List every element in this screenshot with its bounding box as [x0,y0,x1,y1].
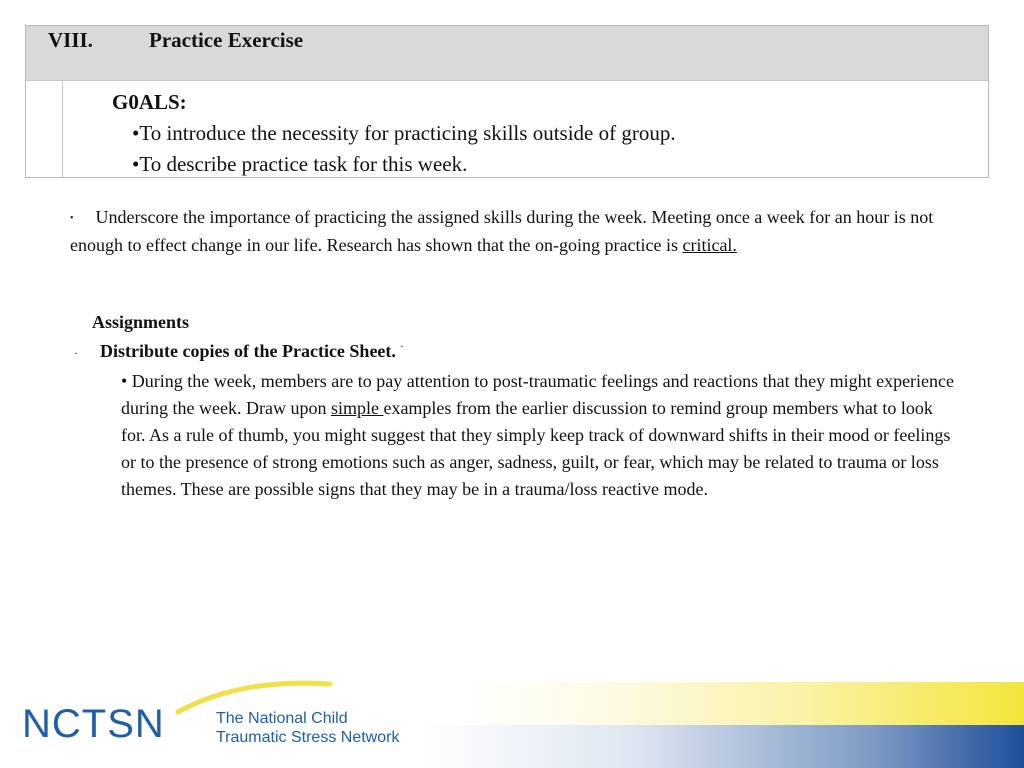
intro-text: Underscore the importance of practicing the assigned skills during the week. Meeting once a week for an hour is not enough to effect change in our life. Research has shown that the on-going practice is [70,207,934,256]
org-name-line1: The National Child [216,710,348,727]
blue-gradient-band [420,725,1024,768]
nctsn-logo: NCTSN [22,702,165,746]
intro-paragraph [70,204,970,259]
goal-item: •To describe practice task for this week. [132,152,468,176]
section-title: Practice Exercise [149,28,304,52]
column-divider [62,80,63,177]
org-name-line2: Traumatic Stress Network [216,729,400,746]
bullet-icon: · [74,346,78,360]
detail-underlined-word: simple [330,398,384,418]
yellow-gradient-band [462,682,1024,725]
assignment-item [74,339,404,362]
assignments-heading: Assignments [92,312,190,332]
section-number: VIII. [48,28,93,52]
footer [0,672,1024,768]
detail-text-part2: examples from the earlier discussion to remind group members what to look for. As a rule of thumb, you might suggest that they simply keep track of downward shifts in their mood or feelings or to the presence of strong emotions such as anger, sadness, guilt, or fear, which may be related to trauma or loss themes. These are possible signs that they may be in a trauma/loss reactive mode. [121,398,951,499]
goals-label: G0ALS: [112,90,187,114]
trailing-dot: · [399,339,404,353]
intro-underlined-word: critical. [682,235,737,256]
goal-item: •To introduce the necessity for practicing skills outside of group. [132,121,676,145]
section-header-box [25,25,989,178]
detail-text-part1: • During the week, members are to pay attention to post-traumatic feelings and reactions that they might experience during the week. Draw upon [121,371,955,418]
bullet-icon: • [70,213,74,225]
assignment-detail [121,368,959,503]
assignment-label: Distribute copies of the Practice Sheet. [100,341,396,361]
